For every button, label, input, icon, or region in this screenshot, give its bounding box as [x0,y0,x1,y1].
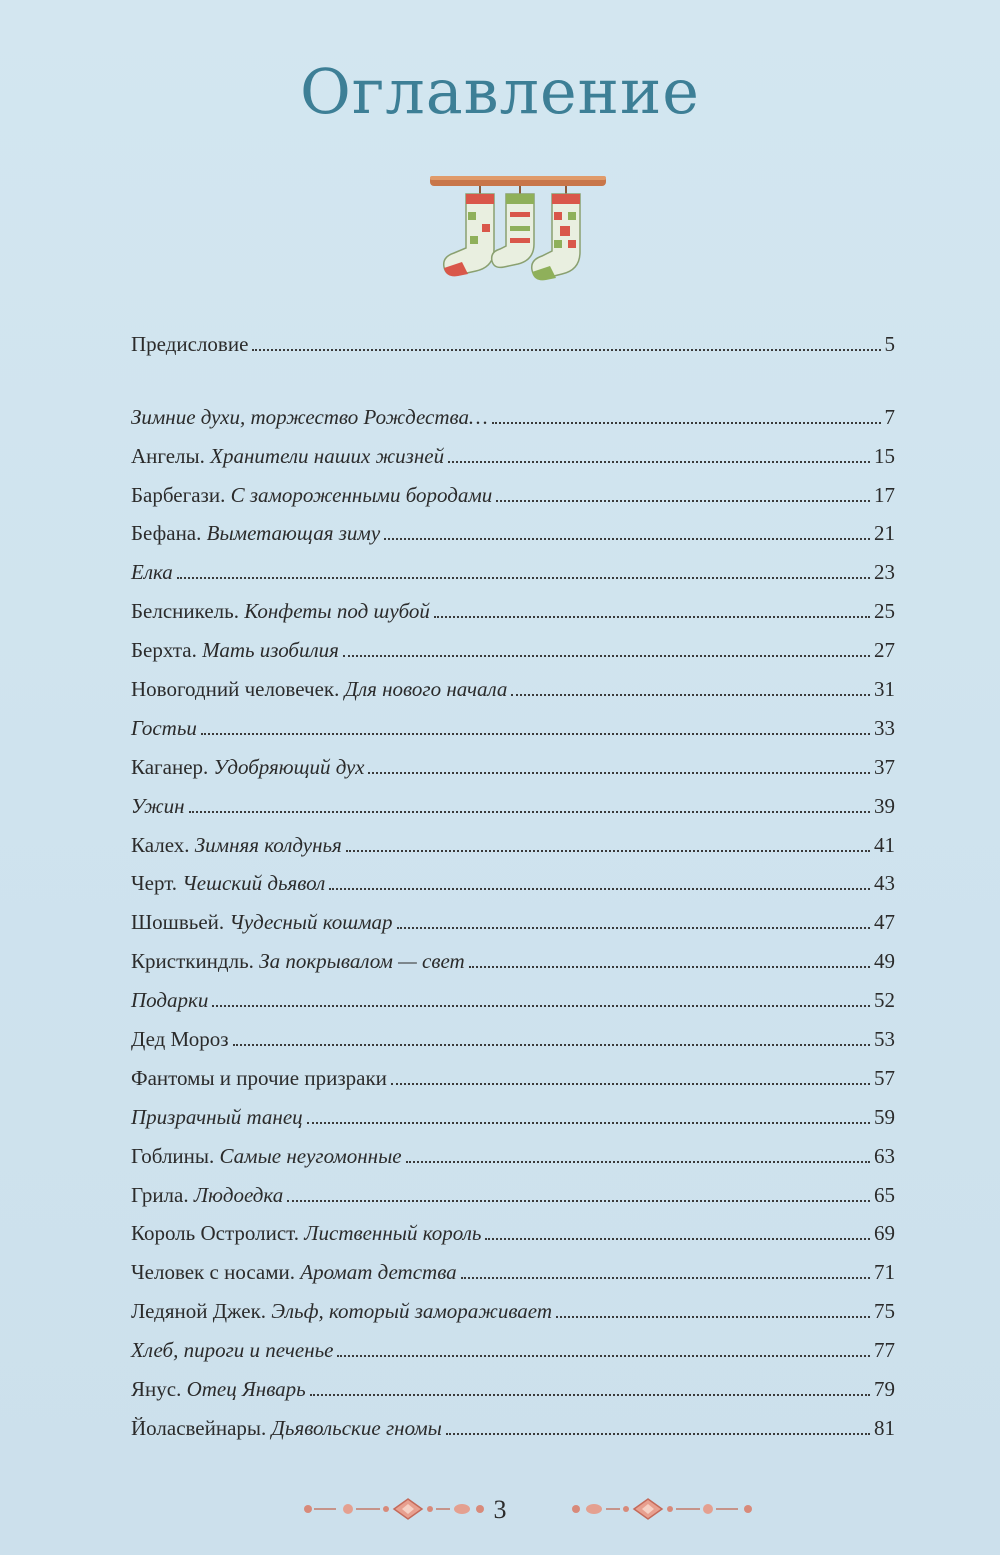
toc-entry-title [131,793,185,819]
toc-entry-name: Гоблины. [131,1143,220,1168]
toc-entry-name: Барбегази. [131,482,231,507]
dot-leader [368,772,870,774]
toc-entry-subtitle: Чудесный кошмар [229,910,393,935]
toc-entry-subtitle: Конфеты под шубой [244,599,430,624]
toc-entry-title [131,1415,442,1441]
toc-entry-subtitle: Хлеб, пироги и печенье [131,1338,334,1363]
toc-entry [131,391,895,430]
toc-entry-subtitle: Лиственный король [304,1221,482,1246]
toc-entry-title [131,520,380,546]
toc-entry-title [131,832,342,858]
toc-entry [131,1130,895,1169]
toc-entry-name: Предисловие [131,331,249,356]
toc-entry-title [131,1182,283,1208]
toc-entry-subtitle: Для нового начала [344,677,508,702]
toc-entry-subtitle: Гостьи [131,715,197,740]
hanging-socks-icon [428,172,608,292]
toc-entry-subtitle: Самые неугомонные [219,1143,402,1168]
toc-page-number: 37 [874,754,895,779]
toc-page-number: 33 [874,715,895,740]
dot-leader [406,1161,870,1163]
toc-entry [131,318,895,357]
toc-entry-name: Человек с носами. [131,1260,301,1285]
toc-entry-title [131,676,507,702]
toc-entry-name: Бефана. [131,521,207,546]
dot-leader [511,694,870,696]
dot-leader [434,616,870,618]
toc-entry-title [131,1065,387,1091]
toc-page-number: 69 [874,1221,895,1246]
toc-entry [131,1169,895,1208]
toc-entry [131,546,895,585]
toc-entry-subtitle: Зимние духи, торжество Рождества… [131,404,488,429]
dot-leader [461,1277,870,1279]
toc-entry-name: Черт. [131,871,183,896]
dot-leader [177,577,870,579]
toc-page-number: 31 [874,677,895,702]
toc-entry-title [131,598,430,624]
toc-entry [131,663,895,702]
dot-leader [310,1394,870,1396]
toc-entry-title [131,754,364,780]
toc-page-number: 39 [874,793,895,818]
dot-leader [448,461,870,463]
toc-entry [131,1402,895,1441]
toc-entry-title [131,482,492,508]
toc-entry-title [131,331,248,357]
toc-entry-title [131,987,208,1013]
toc-entry-name: Кристкиндль. [131,949,260,974]
toc-entry-name: Дед Мороз [131,1027,229,1052]
toc-entry [131,430,895,469]
dot-leader [485,1238,870,1240]
dot-leader [337,1355,870,1357]
toc-entry-subtitle: Подарки [131,988,209,1013]
toc-entry-name: Калех. [131,832,195,857]
dot-leader [469,966,870,968]
toc-entry-subtitle: Мать изобилия [202,638,339,663]
toc-entry [131,1052,895,1091]
toc-entry-name: Ангелы. [131,443,211,468]
toc-entry-title [131,637,339,663]
page-number: 3 [493,1495,507,1524]
toc-entry-title [131,909,393,935]
toc-entry [131,974,895,1013]
toc-entry-name: Янус. [131,1377,187,1402]
dot-leader [189,811,870,813]
dot-leader [346,850,870,852]
dot-leader [343,655,870,657]
toc-entry [131,1363,895,1402]
dot-leader [556,1316,870,1318]
dot-leader [329,888,870,890]
page-title: Оглавление [300,55,700,128]
dot-leader [384,538,870,540]
toc-entry-subtitle: Отец Январь [186,1377,306,1402]
toc-page-number: 49 [874,949,895,974]
dot-leader [496,500,870,502]
toc-entry [131,858,895,897]
toc-entry-title [131,1104,303,1130]
toc-entry-subtitle: Людоедка [193,1182,284,1207]
toc-entry-title [131,1259,457,1285]
toc-entry-subtitle: Хранители наших жизней [210,443,445,468]
dot-leader [233,1044,870,1046]
toc-page-number: 15 [874,443,895,468]
toc-entry [131,780,895,819]
toc-entry-title [131,443,444,469]
dot-leader [212,1005,870,1007]
toc-entry-subtitle: Аромат детства [300,1260,457,1285]
toc-page-number: 41 [874,832,895,857]
toc-entry-name: Берхта. [131,638,203,663]
toc-entry-subtitle: Удобряющий дух [213,754,365,779]
toc-page-number: 5 [884,331,895,356]
toc-page-number: 59 [874,1104,895,1129]
toc-entry-subtitle: Чешский дьявол [182,871,326,896]
toc-page-number: 81 [874,1415,895,1440]
toc-entry-title [131,1337,333,1363]
dot-leader [397,927,870,929]
toc-entry-subtitle: Призрачный танец [131,1104,303,1129]
toc-entry [131,508,895,547]
dot-leader [252,349,880,351]
table-of-contents [131,318,895,1441]
toc-page-number: 63 [874,1143,895,1168]
toc-entry [131,469,895,508]
dot-leader [492,422,881,424]
toc-entry-title [131,1376,306,1402]
toc-entry [131,1013,895,1052]
toc-entry [131,624,895,663]
toc-entry-name: Белсникель. [131,599,245,624]
dot-leader [391,1083,870,1085]
toc-entry-title [131,1143,402,1169]
toc-entry [131,1285,895,1324]
toc-page-number: 79 [874,1377,895,1402]
toc-entry-subtitle: Зимняя колдунья [194,832,342,857]
toc-entry [131,585,895,624]
toc-entry-name: Ледяной Джек. [131,1299,272,1324]
toc-entry-title [131,404,488,430]
toc-page-number: 47 [874,910,895,935]
toc-page-number: 25 [874,599,895,624]
toc-entry-title [131,559,173,585]
toc-entry-title [131,715,197,741]
toc-entry-subtitle: Елка [131,560,173,585]
toc-page-number: 17 [874,482,895,507]
toc-entry [131,896,895,935]
toc-entry-name: Каганер. [131,754,214,779]
toc-page-number: 57 [874,1065,895,1090]
toc-entry-name: Грила. [131,1182,194,1207]
toc-entry-subtitle: Ужин [131,793,185,818]
toc-entry [131,935,895,974]
toc-entry-name: Фантомы и прочие призраки [131,1065,387,1090]
dot-leader [201,733,870,735]
toc-entry [131,1246,895,1285]
toc-entry-subtitle: Дьявольские гномы [271,1415,442,1440]
toc-page-number: 71 [874,1260,895,1285]
toc-entry-title [131,1026,229,1052]
toc-page-number: 43 [874,871,895,896]
toc-entry-subtitle: Эльф, который замораживает [271,1299,552,1324]
toc-entry-subtitle: За покрывалом — свет [259,949,465,974]
toc-page-number: 27 [874,638,895,663]
toc-page-number: 75 [874,1299,895,1324]
toc-entry-name: Йоласвейнары. [131,1415,272,1440]
dot-leader [287,1200,870,1202]
toc-entry-title [131,1220,481,1246]
toc-entry [131,1324,895,1363]
toc-page-number: 23 [874,560,895,585]
toc-entry [131,819,895,858]
toc-entry-title [131,948,465,974]
toc-entry [131,702,895,741]
toc-entry [131,741,895,780]
toc-entry-title [131,1298,552,1324]
dot-leader [307,1122,870,1124]
toc-entry-name: Король Остролист. [131,1221,305,1246]
toc-entry-name: Новогодний человечек. [131,677,345,702]
toc-entry-name: Шошвьей. [131,910,230,935]
right-ornament-icon [566,1497,756,1521]
dot-leader [446,1433,870,1435]
toc-page-number: 53 [874,1027,895,1052]
toc-entry-subtitle: Выметающая зиму [206,521,381,546]
toc-entry [131,1208,895,1247]
toc-page-number: 77 [874,1338,895,1363]
toc-entry [131,1091,895,1130]
toc-page-number: 7 [884,404,895,429]
toc-page-number: 21 [874,521,895,546]
toc-entry-subtitle: С замороженными бородами [230,482,493,507]
toc-entry-title [131,870,325,896]
toc-page-number: 52 [874,988,895,1013]
toc-page-number: 65 [874,1182,895,1207]
